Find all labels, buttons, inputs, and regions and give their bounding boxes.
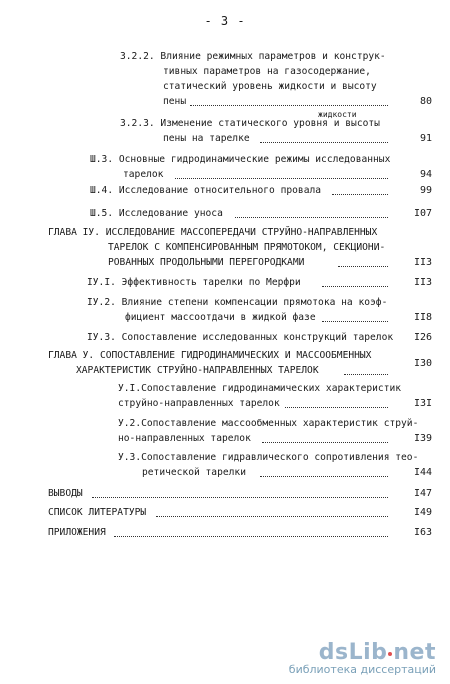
leader-dots	[175, 178, 388, 179]
toc-entry-3-2-2-line-3: статический уровень жидкости и высоту	[163, 81, 377, 92]
toc-entry-3-2-2-line-4: пены	[163, 96, 187, 107]
leader-dots	[338, 266, 388, 267]
toc-chapter-4-line-3: РОВАННЫХ ПРОДОЛЬНЫМИ ПЕРЕГОРОДКАМИ	[108, 257, 305, 268]
toc-page-references: I49	[413, 507, 432, 518]
leader-dots	[322, 286, 388, 287]
toc-entry-3-2-3-line-1: 3.2.3. Изменение статического уровня и высоты	[120, 118, 380, 129]
toc-chapter-4-line-2: ТАРЕЛОК С КОМПЕНСИРОВАННЫМ ПРЯМОТОКОМ, СЕКЦИОНИ-	[108, 242, 386, 253]
toc-entry-IV-2-line-2: фициент массоотдачи в жидкой фазе	[125, 312, 316, 323]
leader-dots	[190, 105, 388, 106]
page-number: - 3 -	[204, 14, 246, 28]
toc-page-IV-1: II3	[413, 277, 432, 288]
toc-page-chapter-4: II3	[413, 257, 432, 268]
toc-page-chapter-5: I30	[413, 358, 432, 369]
toc-page-conclusions: I47	[413, 488, 432, 499]
toc-entry-3-2-3-line-2: пены на тарелке	[163, 133, 250, 144]
toc-chapter-5-line-1: ГЛАВА У. СОПОСТАВЛЕНИЕ ГИДРОДИНАМИЧЕСКИХ И МАССООБМЕННЫХ	[48, 350, 372, 361]
toc-entry-III-3-line-1: Ш.3. Основные гидродинамические режимы исследованных	[90, 154, 391, 165]
toc-page-IV-2: II8	[413, 312, 432, 323]
toc-entry-V-2-line-2: но-направленных тарелок	[118, 433, 251, 444]
toc-entry-V-1-line-1: У.I.Сопоставление гидродинамических характеристик	[118, 383, 402, 394]
watermark	[289, 640, 436, 676]
handwritten-insertion: жидкости	[318, 110, 357, 119]
toc-entry-V-3-line-1: У.3.Сопоставление гидравлического сопротивления тео-	[118, 452, 419, 463]
leader-dots	[260, 142, 388, 143]
leader-dots	[156, 516, 388, 517]
toc-entry-IV-3-line-1: IУ.3. Сопоставление исследованных конструкций тарелок	[87, 332, 394, 343]
toc-references-label: СПИСОК ЛИТЕРАТУРЫ	[48, 507, 147, 518]
toc-entry-IV-1-line-1: IУ.I. Эффективность тарелки по Мерфри	[87, 277, 301, 288]
toc-entry-V-1-line-2: струйно-направленных тарелок	[118, 398, 280, 409]
leader-dots	[235, 217, 388, 218]
toc-entry-IV-2-line-1: IУ.2. Влияние степени компенсации прямотока на коэф-	[87, 297, 388, 308]
toc-entry-III-3-line-2: тарелок	[123, 169, 164, 180]
leader-dots	[114, 536, 388, 537]
toc-entry-3-2-2-line-1: 3.2.2. Влияние режимных параметров и конструк-	[120, 51, 386, 62]
leader-dots	[332, 194, 388, 195]
leader-dots	[260, 476, 388, 477]
toc-entry-V-3-line-2: ретической тарелки	[142, 467, 246, 478]
toc-page-3-2-2: 80	[419, 96, 432, 107]
leader-dots	[344, 374, 388, 375]
toc-chapter-4-line-1: ГЛАВА IУ. ИССЛЕДОВАНИЕ МАССОПЕРЕДАЧИ СТРУЙНО-НАПРАВЛЕННЫХ	[48, 227, 378, 238]
toc-page-appendices: I63	[413, 527, 432, 538]
leader-dots	[285, 407, 388, 408]
toc-entry-3-2-2-line-2: тивных параметров на газосодержание,	[163, 66, 371, 77]
toc-entry-V-2-line-1: У.2.Сопоставление массообменных характеристик струй-	[118, 418, 419, 429]
leader-dots	[92, 497, 388, 498]
toc-page-III-3: 94	[419, 169, 432, 180]
toc-entry-III-4-line-1: Ш.4. Исследование относительного провала	[90, 185, 322, 196]
watermark-logo: dsLib net	[318, 640, 436, 665]
toc-page-3-2-3: 91	[419, 133, 432, 144]
toc-page-III-4: 99	[419, 185, 432, 196]
toc-conclusions-label: ВЫВОДЫ	[48, 488, 83, 499]
leader-dots	[322, 321, 388, 322]
toc-appendices-label: ПРИЛОЖЕНИЯ	[48, 527, 106, 538]
leader-dots	[262, 442, 388, 443]
toc-page-V-2: I39	[413, 433, 432, 444]
toc-chapter-5-line-2: ХАРАКТЕРИСТИК СТРУЙНО-НАПРАВЛЕННЫХ ТАРЕЛОК	[76, 365, 319, 376]
toc-page-IV-3: I26	[413, 332, 432, 343]
watermark-subtitle: библиотека диссертаций	[288, 663, 436, 676]
toc-page-V-1: I3I	[413, 398, 432, 409]
toc-entry-III-5-line-1: Ш.5. Исследование уноса	[90, 208, 223, 219]
toc-page-III-5: I07	[413, 208, 432, 219]
toc-page-V-3: I44	[413, 467, 432, 478]
